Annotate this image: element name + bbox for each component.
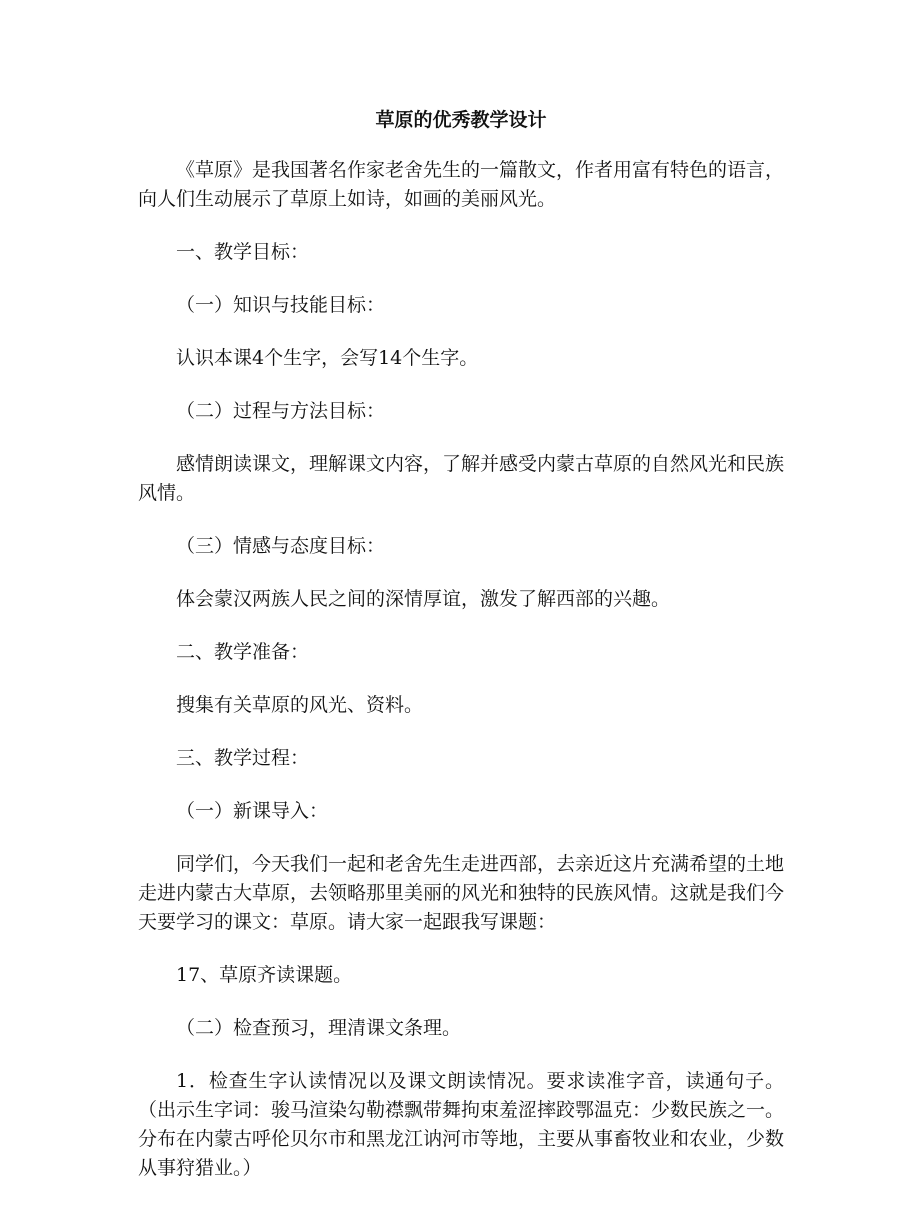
subheading-knowledge-skills: （一）知识与技能目标： — [176, 294, 386, 316]
document-page — [138, 104, 784, 1207]
subheading-new-lesson-intro: （一）新课导入： — [176, 800, 329, 822]
heading-teaching-process: 三、教学过程： — [176, 747, 310, 769]
heading-teaching-preparation: 二、教学准备： — [176, 641, 310, 663]
paragraph-intro: 《草原》是我国著名作家老舍先生的一篇散文，作者用富有特色的语言，向人们生动展示了草原上如诗，如画的美丽风光。 — [138, 159, 785, 210]
paragraph-lesson-title: 17、草原齐读课题。 — [176, 964, 353, 986]
heading-teaching-goals: 一、教学目标： — [176, 241, 310, 263]
subheading-emotion-attitude: （三）情感与态度目标： — [176, 535, 386, 557]
paragraph-teaching-preparation: 搜集有关草原的风光、资料。 — [176, 694, 424, 716]
paragraph-emotion-attitude: 体会蒙汉两族人民之间的深情厚谊，激发了解西部的兴趣。 — [176, 588, 671, 610]
subheading-preview-check: （二）检查预习，理清课文条理。 — [176, 1017, 462, 1039]
paragraph-new-lesson-intro: 同学们，今天我们一起和老舍先生走进西部，去亲近这片充满希望的土地走进内蒙古大草原，去领略那里美丽的风光和独特的民族风情。这就是我们今天要学习的课文：草原。请大家一起跟我写课题： — [138, 853, 785, 933]
paragraph-process-methods: 感情朗读课文，理解课文内容，了解并感受内蒙古草原的自然风光和民族风情。 — [138, 453, 785, 504]
subheading-process-methods: （二）过程与方法目标： — [176, 400, 386, 422]
document-title: 草原的优秀教学设计 — [375, 109, 547, 131]
paragraph-preview-check: 1．检查生字认读情况以及课文朗读情况。要求读准字音，读通句子。（出示生字词：骏马渲染勾勒襟飘带舞拘束羞涩摔跤鄂温克：少数民族之一。分布在内蒙古呼伦贝尔市和黑龙江讷河市等地，主要从事畜牧业和农业，少数从事狩猎业。） — [138, 1070, 785, 1179]
paragraph-knowledge-skills: 认识本课4个生字，会写14个生字。 — [176, 347, 479, 369]
